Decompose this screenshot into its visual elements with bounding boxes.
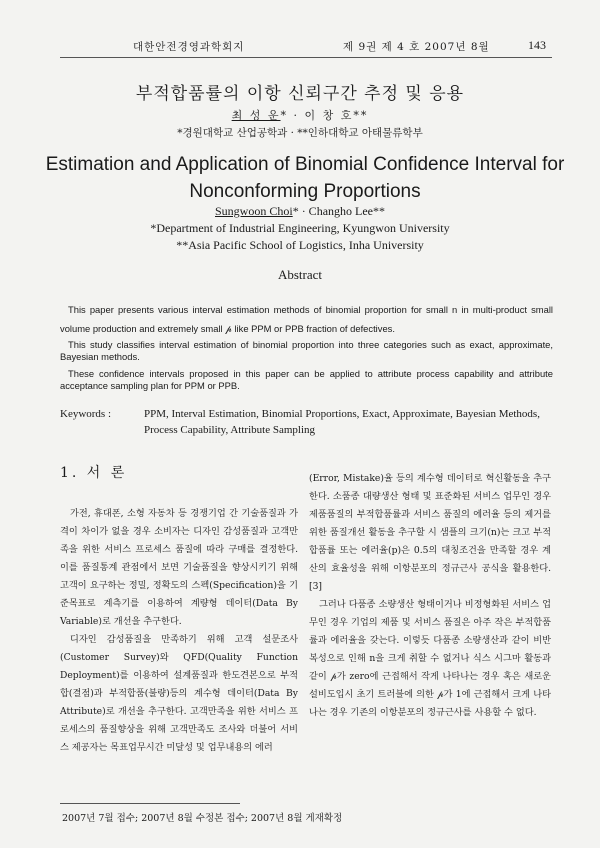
abstract-paragraph-1: This paper presents various interval estimation methods of binomial proportion for small n in multi-product small volume production and extremely small 𝓅 like PPM or PPB fraction of defectives. xyxy=(60,304,553,334)
issue-info: 제 9권 제 4 호 2007년 8월 xyxy=(343,41,490,53)
english-affiliation-1: *Department of Industrial Engineering, Kyungwon University xyxy=(150,221,450,235)
keywords xyxy=(60,406,553,438)
korean-authors xyxy=(0,107,600,123)
english-authors xyxy=(0,204,600,219)
korean-affiliation: *경원대학교 산업공학과 · **인하대학교 아태물류학부 xyxy=(177,127,423,139)
left-column xyxy=(60,505,298,757)
left-paragraph-2: 디자인 감성품질을 만족하기 위해 고객 설문조사(Customer Survey)와 QFD(Quality Function Deployment)를 이용하여 설계품질과 한도견본으로 부적합(결점)과 부적합품(불량)등의 계수형 데이터(Data By Attribute)로 개선을 추구한다. 고객만족을 위한 서비스 프로세스의 품질향상을 위해 고객만족도 조사와 더불어 서비스 제공자는 목표업무시간 미달성 및 업무내용의 에러 xyxy=(60,634,298,753)
abstract-paragraph-2: This study classifies interval estimation of binomial proportion into three categories such as exact, approximate, Bayesian methods. xyxy=(60,339,553,362)
journal-name: 대한안전경영과학회지 xyxy=(133,41,245,53)
header-divider xyxy=(60,57,552,58)
abstract-heading: Abstract xyxy=(277,267,323,282)
korean-first-author: 최 성 운 xyxy=(231,109,281,122)
right-column xyxy=(309,470,551,722)
abstract-paragraph-3: These confidence intervals proposed in this paper can be applied to attribute process capability and attribute acceptance sampling plan for PPM or PPB. xyxy=(60,368,553,391)
page-number: 143 xyxy=(528,38,546,52)
english-affiliation-2: **Asia Pacific School of Logistics, Inha University xyxy=(176,238,424,252)
keywords-list: PPM, Interval Estimation, Binomial Proportions, Exact, Approximate, Bayesian Methods, Process Capability, Attribute Sampling xyxy=(144,408,540,436)
english-first-author: Sungwoon Choi xyxy=(215,204,293,218)
korean-title: 부적합품률의 이항 신뢰구간 추정 및 응용 xyxy=(135,84,465,104)
english-title xyxy=(40,151,570,205)
right-paragraph-1: (Error, Mistake)율 등의 계수형 데이터로 혁신활동을 추구한다. 소품종 대량생산 형태 및 표준화된 서비스 업무인 경우 제품품질의 부적합품률과 서비스 품질의 에러율 등의 제거를 위한 품질개선 활동을 추구할 시 샘플의 크기(n)는 크고 부적합품률 또는 에러율(p)은 0.5의 대칭조건을 만족할 경우 계산의 효율성을 위해 이항분포의 정규근사 공식을 활용한다.[3] xyxy=(309,473,551,592)
english-title-line1: Estimation and Application of Binomial Confidence Interval for xyxy=(45,154,565,175)
section-heading: 1. 서 론 xyxy=(60,465,128,481)
abstract-body xyxy=(60,300,553,397)
footnote: 2007년 7월 접수; 2007년 8월 수정본 접수; 2007년 8월 게재확정 xyxy=(62,813,343,824)
english-title-line2: Nonconforming Proportions xyxy=(189,181,421,202)
keywords-label: Keywords : xyxy=(60,408,112,420)
left-paragraph-1: 가전, 휴대폰, 소형 자동차 등 경쟁기업 간 기술품질과 가격이 차이가 없을 경우 소비자는 디자인 감성품질과 고객만족을 위한 서비스 프로세스 품질에 따라 구매를 결정한다. 이를 품질통계 관점에서 보면 기술품질을 향상시키기 위해 고객이 요구하는 정밀, 정확도의 스펙(Specification)을 기준목표로 계측기를 이용하여 계량형 데이터(Data By Variable)로 개선을 추구한다. xyxy=(60,508,298,627)
right-paragraph-2: 그러나 다품종 소량생산 형태이거나 비정형화된 서비스 업무인 경우 기업의 제품 및 서비스 품질은 아주 작은 부적합품률과 에러율을 갖는다. 이렇듯 다품종 소량생산과 같이 비반복성으로 인해 n을 크게 취할 수 없거나 식스 시그마 활동과 같이 𝓅가 zero에 근접해서 작게 나타나는 경우 혹은 새로운 설비도입시 초기 트러블에 의한 𝓅가 1에 근접해서 크게 나타나는 경우 기존의 이항분포의 정규근사를 사용할 수 없다. xyxy=(309,599,551,718)
english-other-authors: * · Changho Lee** xyxy=(292,204,385,218)
korean-other-authors: * · 이 창 호** xyxy=(280,109,369,122)
footnote-divider xyxy=(60,803,240,804)
